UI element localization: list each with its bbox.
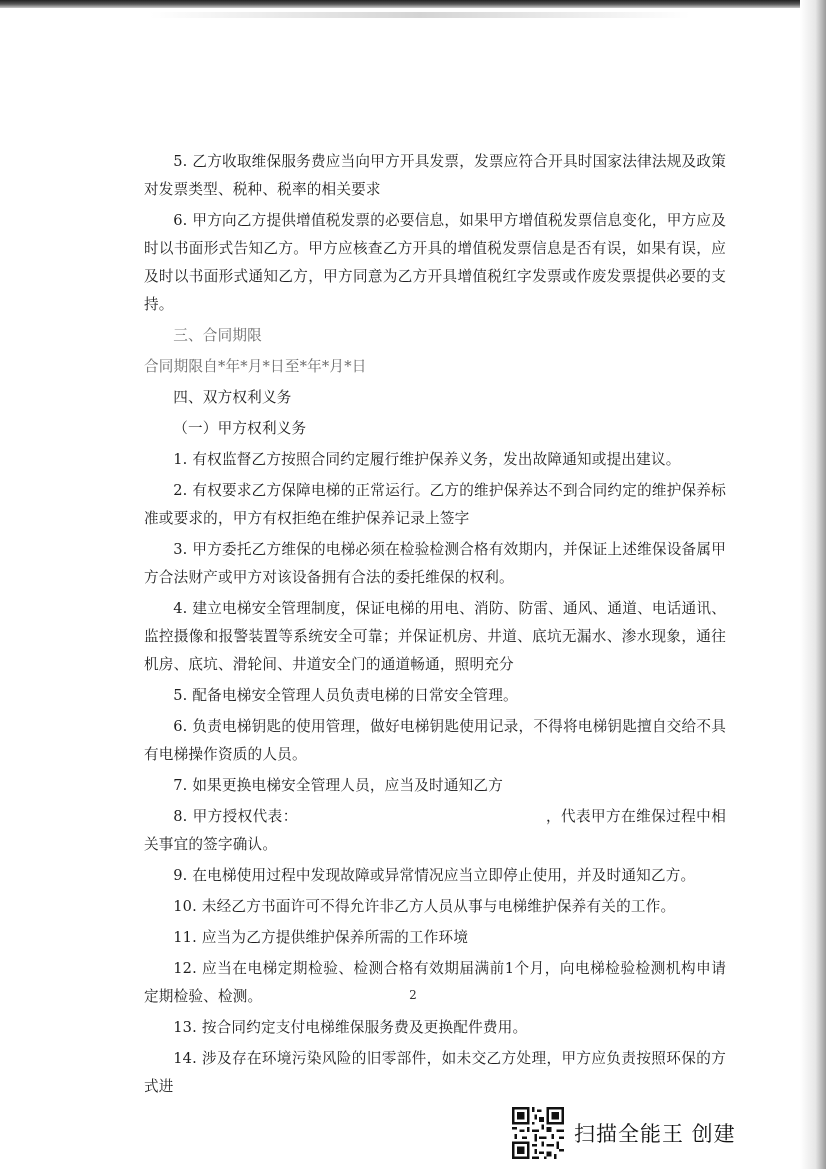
list-item-1: 1. 有权监督乙方按照合同约定履行维护保养义务，发出故障通知或提出建议。 (173, 451, 681, 468)
heading-rights-obligations: 四、双方权利义务 (173, 389, 292, 406)
list-item-13: 13. 按合同约定支付电梯维保服务费及更换配件费用。 (173, 1019, 528, 1036)
paragraph-invoice-issuance: 5. 乙方收取维保服务费应当向甲方开具发票，发票应符合开具时国家法律法规及政策对发票类型、税种、税率的相关要求 (144, 153, 726, 198)
list-item-10: 10. 未经乙方书面许可不得允许非乙方人员从事与电梯维护保养有关的工作。 (173, 898, 676, 915)
list-item-12: 12. 应当在电梯定期检验、检测合格有效期届满前1个月，向电梯检验检测机构申请定期检验、检测。 (144, 960, 726, 1005)
item8-label: 8. 甲方授权代表： (173, 808, 298, 825)
paragraph-vat-info: 6. 甲方向乙方提供增值税发票的必要信息，如果甲方增值税发票信息变化，甲方应及时以书面形式告知乙方。甲方应核查乙方开具的增值税发票信息是否有误，如果有误，应及时以书面形式通知乙方，甲方同意为乙方开具增值税红字发票或作废发票提供必要的支持。 (144, 212, 726, 313)
watermark-text: 扫描全能王 创建 (574, 1122, 736, 1146)
list-item-8 (144, 803, 726, 859)
list-item-5: 5. 配备电梯安全管理人员负责电梯的日常安全管理。 (173, 687, 518, 704)
scan-header-smudge (150, 12, 690, 18)
paragraph-contract-term: 合同期限自*年*月*日至*年*月*日 (144, 358, 367, 375)
list-item-11: 11. 应当为乙方提供维护保养所需的工作环境 (173, 929, 469, 946)
list-item-4: 4. 建立电梯安全管理制度，保证电梯的用电、消防、防雷、通风、通道、电话通讯、监控摄像和报警装置等系统安全可靠；并保证机房、井道、底坑无漏水、渗水现象，通往机房、底坑、滑轮间、井道安全门的通道畅通，照明充分 (144, 600, 726, 673)
scan-border-top (0, 0, 826, 8)
list-item-3: 3. 甲方委托乙方维保的电梯必须在检验检测合格有效期内，并保证上述维保设备属甲方合法财产或甲方对该设备拥有合法的委托维保的权利。 (144, 541, 726, 586)
list-item-6: 6. 负责电梯钥匙的使用管理，做好电梯钥匙使用记录，不得将电梯钥匙擅自交给不具有电梯操作资质的人员。 (144, 718, 726, 763)
heading-party-a: （一）甲方权利义务 (173, 420, 307, 437)
page-body (144, 148, 726, 1104)
list-item-2: 2. 有权要求乙方保障电梯的正常运行。乙方的维护保养达不到合同约定的维护保养标准或要求的，甲方有权拒绝在维护保养记录上签字 (144, 482, 726, 527)
list-item-14: 14. 涉及存在环境污染风险的旧零部件，如未交乙方处理，甲方应负责按照环保的方式进 (144, 1050, 726, 1095)
item8-tail: ，代表甲方在维保过程中相关事宜的签字确认。 (144, 808, 726, 853)
qr-code-icon (512, 1107, 564, 1159)
page-number: 2 (409, 988, 417, 1002)
scanner-watermark (512, 1106, 752, 1160)
list-item-9: 9. 在电梯使用过程中发现故障或异常情况应当立即停止使用，并及时通知乙方。 (173, 867, 696, 884)
list-item-7: 7. 如果更换电梯安全管理人员，应当及时通知乙方 (173, 777, 504, 794)
heading-contract-term: 三、合同期限 (173, 327, 262, 344)
